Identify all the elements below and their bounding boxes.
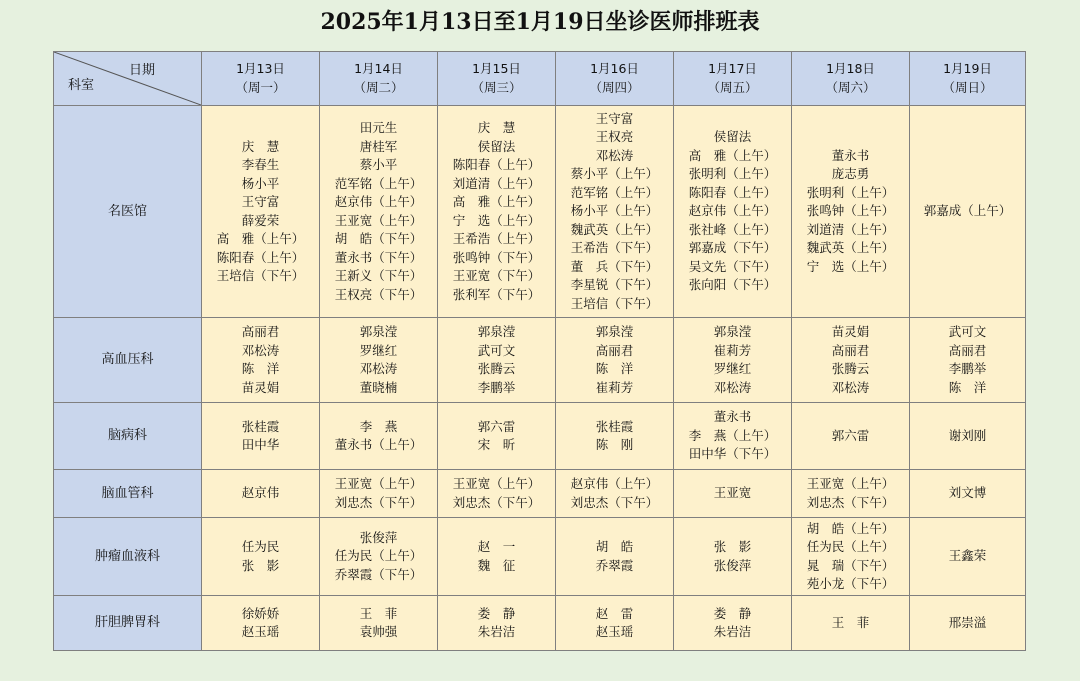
doctor-entry: 胡 皓（上午） — [806, 520, 895, 536]
doctor-entry: 任为民（上午） — [806, 539, 895, 554]
doctor-entry: 任为民 — [241, 539, 280, 554]
doctor-entry: 陈 刚 — [595, 437, 634, 452]
schedule-cell — [320, 518, 438, 596]
doctor-entry: 张 影 — [241, 557, 280, 573]
doctor-entry: 张利军（下午） — [452, 286, 541, 302]
doctor-entry: 王亚宽（上午） — [806, 476, 895, 491]
schedule-cell — [202, 403, 320, 470]
doctor-entry: 范军铭（上午） — [570, 184, 659, 200]
doctor-entry: 赵京伟（上午） — [570, 476, 659, 491]
doctor-entry: 高丽君 — [241, 324, 280, 339]
doctor-entry: 邓松涛 — [241, 342, 280, 358]
weekday-label: （周日） — [942, 79, 993, 95]
doctor-entry: 张明利（上午） — [806, 184, 895, 200]
department-cell — [54, 403, 202, 470]
doctor-entry: 乔翠霞（下午） — [334, 566, 423, 582]
department-cell — [54, 106, 202, 318]
doctor-entry: 郭泉滢 — [713, 324, 752, 339]
doctor-entry: 宁 选（上午） — [806, 258, 895, 274]
doctor-entry: 郭泉滢 — [477, 324, 516, 339]
doctor-entry: 罗继红 — [359, 342, 398, 358]
doctor-entry: 王权亮（下午） — [334, 286, 423, 302]
doctor-entry: 李 燕（上午） — [688, 427, 777, 443]
schedule-cell — [556, 470, 674, 518]
doctor-entry: 李 燕 — [359, 418, 398, 434]
corner-date-label: 日期 — [128, 63, 155, 78]
weekday-label: （周一） — [235, 79, 286, 95]
doctor-entry: 罗继红 — [713, 361, 752, 376]
doctor-entry: 胡 皓（下午） — [334, 231, 423, 246]
doctor-entry: 董永书（下午） — [334, 249, 423, 265]
page-title: 2025年1月13日至1月19日坐诊医师排班表 — [320, 9, 760, 35]
department-name: 肝胆脾胃科 — [94, 615, 160, 631]
doctor-entry: 邓松涛 — [595, 147, 634, 163]
doctor-entry: 张桂霞 — [241, 418, 280, 434]
doctor-entry: 邓松涛 — [359, 361, 398, 376]
doctor-entry: 赵京伟（上午） — [334, 194, 423, 209]
schedule-cell — [674, 518, 792, 596]
schedule-cell — [320, 596, 438, 651]
doctor-entry: 任为民（上午） — [334, 548, 423, 564]
date-label: 1月18日 — [826, 61, 875, 76]
schedule-cell — [320, 470, 438, 518]
doctor-entry: 王鑫荣 — [948, 548, 987, 564]
doctor-entry: 吴文先（下午） — [688, 258, 777, 274]
doctor-entry: 郭嘉成（下午） — [688, 240, 777, 256]
date-label: 1月17日 — [708, 61, 757, 76]
doctor-entry: 庆 慧 — [477, 120, 516, 135]
weekday-label: （周三） — [471, 79, 522, 95]
schedule-cell — [438, 318, 556, 403]
doctor-entry: 谢刘刚 — [948, 427, 987, 443]
doctor-entry: 朱岩洁 — [713, 624, 752, 639]
date-header-cell — [910, 52, 1026, 106]
schedule-cell — [556, 318, 674, 403]
schedule-cell — [674, 403, 792, 470]
schedule-cell — [438, 470, 556, 518]
doctor-entry: 陈 洋 — [595, 361, 634, 376]
doctor-entry: 杨小平 — [241, 175, 280, 191]
department-row — [54, 106, 1026, 318]
schedule-cell — [556, 403, 674, 470]
doctor-entry: 王希浩（下午） — [570, 240, 659, 256]
schedule-cell — [556, 106, 674, 318]
doctor-entry: 郭泉滢 — [595, 324, 634, 339]
schedule-cell — [792, 596, 910, 651]
doctor-entry: 王亚宽 — [713, 485, 752, 501]
doctor-entry: 乔翠霞 — [595, 557, 634, 573]
doctor-entry: 王培信（下午） — [570, 295, 659, 311]
schedule-cell — [438, 596, 556, 651]
doctor-entry: 王亚宽（上午） — [334, 212, 423, 228]
date-header-cell — [320, 52, 438, 106]
doctor-entry: 张明利（上午） — [688, 166, 777, 182]
doctor-entry: 刘道清（上午） — [806, 221, 895, 237]
department-cell — [54, 318, 202, 403]
doctor-entry: 陈 洋 — [948, 379, 987, 395]
schedule-table — [53, 51, 1026, 651]
doctor-entry: 王 菲 — [831, 614, 870, 630]
schedule-cell — [910, 518, 1026, 596]
date-label: 1月19日 — [943, 61, 992, 76]
doctor-entry: 刘忠杰（下午） — [452, 494, 541, 510]
schedule-cell — [556, 518, 674, 596]
department-name: 肿瘤血液科 — [94, 548, 160, 564]
doctor-entry: 郭六雷 — [477, 418, 516, 434]
doctor-entry: 张社峰（上午） — [688, 221, 777, 237]
doctor-entry: 刘忠杰（下午） — [806, 494, 895, 510]
doctor-entry: 袁帅强 — [359, 624, 398, 639]
doctor-entry: 宁 选（上午） — [452, 212, 541, 228]
doctor-entry: 王亚宽（上午） — [334, 476, 423, 491]
doctor-entry: 王希浩（上午） — [452, 231, 541, 246]
doctor-entry: 崔莉芳 — [595, 379, 634, 395]
date-header-cell — [202, 52, 320, 106]
schedule-cell — [674, 470, 792, 518]
doctor-entry: 宋 昕 — [477, 437, 516, 452]
schedule-cell — [674, 596, 792, 651]
schedule-cell — [910, 106, 1026, 318]
doctor-entry: 王守富 — [241, 194, 280, 209]
doctor-entry: 庞志勇 — [831, 166, 870, 182]
schedule-cell — [910, 318, 1026, 403]
doctor-entry: 高丽君 — [948, 342, 987, 358]
schedule-cell — [910, 403, 1026, 470]
doctor-entry: 苑小龙（下午） — [806, 576, 895, 591]
doctor-entry: 薛爱荣 — [241, 212, 280, 228]
doctor-entry: 董永书 — [713, 409, 752, 425]
doctor-entry: 张俊萍 — [359, 529, 398, 545]
doctor-entry: 郭嘉成（上午） — [923, 203, 1012, 219]
doctor-entry: 赵京伟 — [241, 485, 280, 501]
doctor-entry: 张向阳（下午） — [688, 277, 777, 293]
weekday-label: （周二） — [353, 79, 404, 95]
doctor-entry: 杨小平（上午） — [570, 203, 659, 219]
schedule-cell — [202, 518, 320, 596]
doctor-entry: 高 雅（上午） — [452, 194, 541, 209]
date-header-cell — [792, 52, 910, 106]
doctor-entry: 刘忠杰（下午） — [334, 494, 423, 510]
doctor-entry: 张 影 — [713, 539, 752, 554]
date-label: 1月16日 — [590, 61, 639, 76]
doctor-entry: 董 兵（下午） — [570, 258, 659, 274]
doctor-entry: 唐桂军 — [359, 138, 398, 154]
doctor-entry: 田中华（下午） — [688, 446, 777, 462]
doctor-entry: 邓松涛 — [831, 379, 870, 395]
department-name: 脑病科 — [107, 428, 147, 444]
department-row — [54, 518, 1026, 596]
doctor-entry: 李鹏举 — [477, 379, 516, 395]
date-label: 1月13日 — [236, 61, 285, 76]
schedule-cell — [438, 106, 556, 318]
department-name: 名医馆 — [107, 203, 147, 219]
doctor-entry: 蔡小平 — [359, 157, 398, 172]
doctor-entry: 郭泉滢 — [359, 324, 398, 339]
doctor-entry: 王亚宽（下午） — [452, 268, 541, 283]
schedule-cell — [438, 518, 556, 596]
schedule-cell — [792, 106, 910, 318]
schedule-cell — [674, 318, 792, 403]
doctor-entry: 武可文 — [477, 342, 516, 358]
doctor-entry: 李星锐（下午） — [570, 277, 659, 293]
doctor-entry: 赵 雷 — [595, 605, 634, 621]
date-label: 1月15日 — [472, 61, 521, 76]
date-header-cell — [556, 52, 674, 106]
department-row — [54, 318, 1026, 403]
doctor-entry: 刘忠杰（下午） — [570, 494, 659, 510]
doctor-entry: 张鸣钟（下午） — [452, 249, 541, 265]
schedule-cell — [910, 596, 1026, 651]
schedule-cell — [792, 318, 910, 403]
doctor-entry: 赵 一 — [477, 539, 516, 554]
doctor-entry: 陈阳春（上午） — [688, 184, 777, 200]
doctor-entry: 朱岩洁 — [477, 624, 516, 639]
doctor-entry: 张腾云 — [831, 361, 870, 376]
doctor-entry: 蔡小平（上午） — [570, 166, 659, 182]
doctor-entry: 董晓楠 — [359, 379, 398, 395]
doctor-entry: 张鸣钟（上午） — [806, 203, 895, 219]
doctor-entry: 董永书（上午） — [334, 437, 423, 452]
doctor-entry: 侯留法 — [477, 138, 516, 154]
doctor-entry: 王亚宽（上午） — [452, 476, 541, 491]
schedule-cell — [320, 106, 438, 318]
schedule-cell — [202, 318, 320, 403]
department-cell — [54, 470, 202, 518]
doctor-entry: 崔莉芳 — [713, 342, 752, 358]
date-header-cell — [674, 52, 792, 106]
doctor-entry: 张俊萍 — [713, 557, 752, 573]
doctor-entry: 田元生 — [359, 120, 398, 135]
header-row — [54, 52, 1026, 106]
department-row — [54, 403, 1026, 470]
doctor-entry: 武可文 — [948, 324, 987, 339]
doctor-entry: 高 雅（上午） — [216, 231, 305, 246]
doctor-entry: 陈 洋 — [241, 361, 280, 376]
doctor-entry: 娄 静 — [713, 605, 752, 621]
doctor-entry: 范军铭（上午） — [334, 175, 423, 191]
schedule-cell — [320, 403, 438, 470]
weekday-label: （周六） — [825, 79, 876, 95]
doctor-entry: 王 菲 — [359, 605, 398, 621]
doctor-entry: 郭六雷 — [831, 427, 870, 443]
schedule-cell — [910, 470, 1026, 518]
schedule-cell — [202, 596, 320, 651]
schedule-cell — [792, 518, 910, 596]
doctor-entry: 胡 皓 — [595, 539, 634, 554]
schedule-cell — [202, 470, 320, 518]
doctor-entry: 王培信（下午） — [216, 268, 305, 283]
corner-dept-label: 科室 — [68, 77, 95, 93]
department-name: 脑血管科 — [101, 485, 154, 501]
doctor-entry: 刘道清（上午） — [452, 175, 541, 191]
schedule-cell — [674, 106, 792, 318]
doctor-entry: 魏武英（上午） — [570, 221, 659, 237]
corner-header-cell — [54, 52, 202, 106]
doctor-entry: 邓松涛 — [713, 379, 752, 395]
doctor-entry: 刘文博 — [948, 485, 987, 501]
date-label: 1月14日 — [354, 61, 403, 76]
doctor-entry: 庆 慧 — [241, 138, 280, 154]
doctor-entry: 侯留法 — [713, 129, 752, 145]
department-row — [54, 470, 1026, 518]
weekday-label: （周五） — [707, 79, 758, 95]
doctor-entry: 赵玉瑶 — [595, 624, 634, 639]
doctor-entry: 赵玉瑶 — [241, 624, 280, 639]
doctor-entry: 李春生 — [241, 157, 280, 172]
doctor-entry: 晁 瑞（下午） — [806, 557, 895, 573]
doctor-entry: 魏 征 — [477, 557, 516, 573]
doctor-entry: 陈阳春（上午） — [216, 249, 305, 265]
schedule-cell — [202, 106, 320, 318]
department-cell — [54, 596, 202, 651]
date-header-cell — [438, 52, 556, 106]
doctor-entry: 邢崇溢 — [948, 614, 987, 630]
department-cell — [54, 518, 202, 596]
schedule-cell — [438, 403, 556, 470]
doctor-entry: 张桂霞 — [595, 418, 634, 434]
doctor-entry: 李鹏举 — [948, 361, 987, 376]
schedule-cell — [320, 318, 438, 403]
doctor-entry: 高 雅（上午） — [688, 147, 777, 163]
doctor-entry: 王守富 — [595, 110, 634, 126]
doctor-entry: 高丽君 — [595, 342, 634, 358]
doctor-entry: 高丽君 — [831, 342, 870, 358]
doctor-entry: 董永书 — [831, 147, 870, 163]
doctor-entry: 苗灵娟 — [831, 324, 870, 339]
doctor-entry: 赵京伟（上午） — [688, 203, 777, 219]
doctor-entry: 张腾云 — [477, 361, 516, 376]
weekday-label: （周四） — [589, 79, 640, 95]
department-row — [54, 596, 1026, 651]
doctor-entry: 徐娇娇 — [241, 605, 280, 621]
doctor-entry: 陈阳春（上午） — [452, 157, 541, 172]
doctor-entry: 王新义（下午） — [334, 268, 423, 283]
doctor-entry: 苗灵娟 — [241, 379, 280, 395]
schedule-cell — [792, 470, 910, 518]
department-name: 高血压科 — [101, 352, 154, 368]
doctor-entry: 娄 静 — [477, 605, 516, 621]
doctor-entry: 王权亮 — [595, 129, 634, 145]
schedule-cell — [792, 403, 910, 470]
doctor-entry: 魏武英（上午） — [806, 240, 895, 256]
doctor-entry: 田中华 — [241, 437, 280, 452]
schedule-cell — [556, 596, 674, 651]
